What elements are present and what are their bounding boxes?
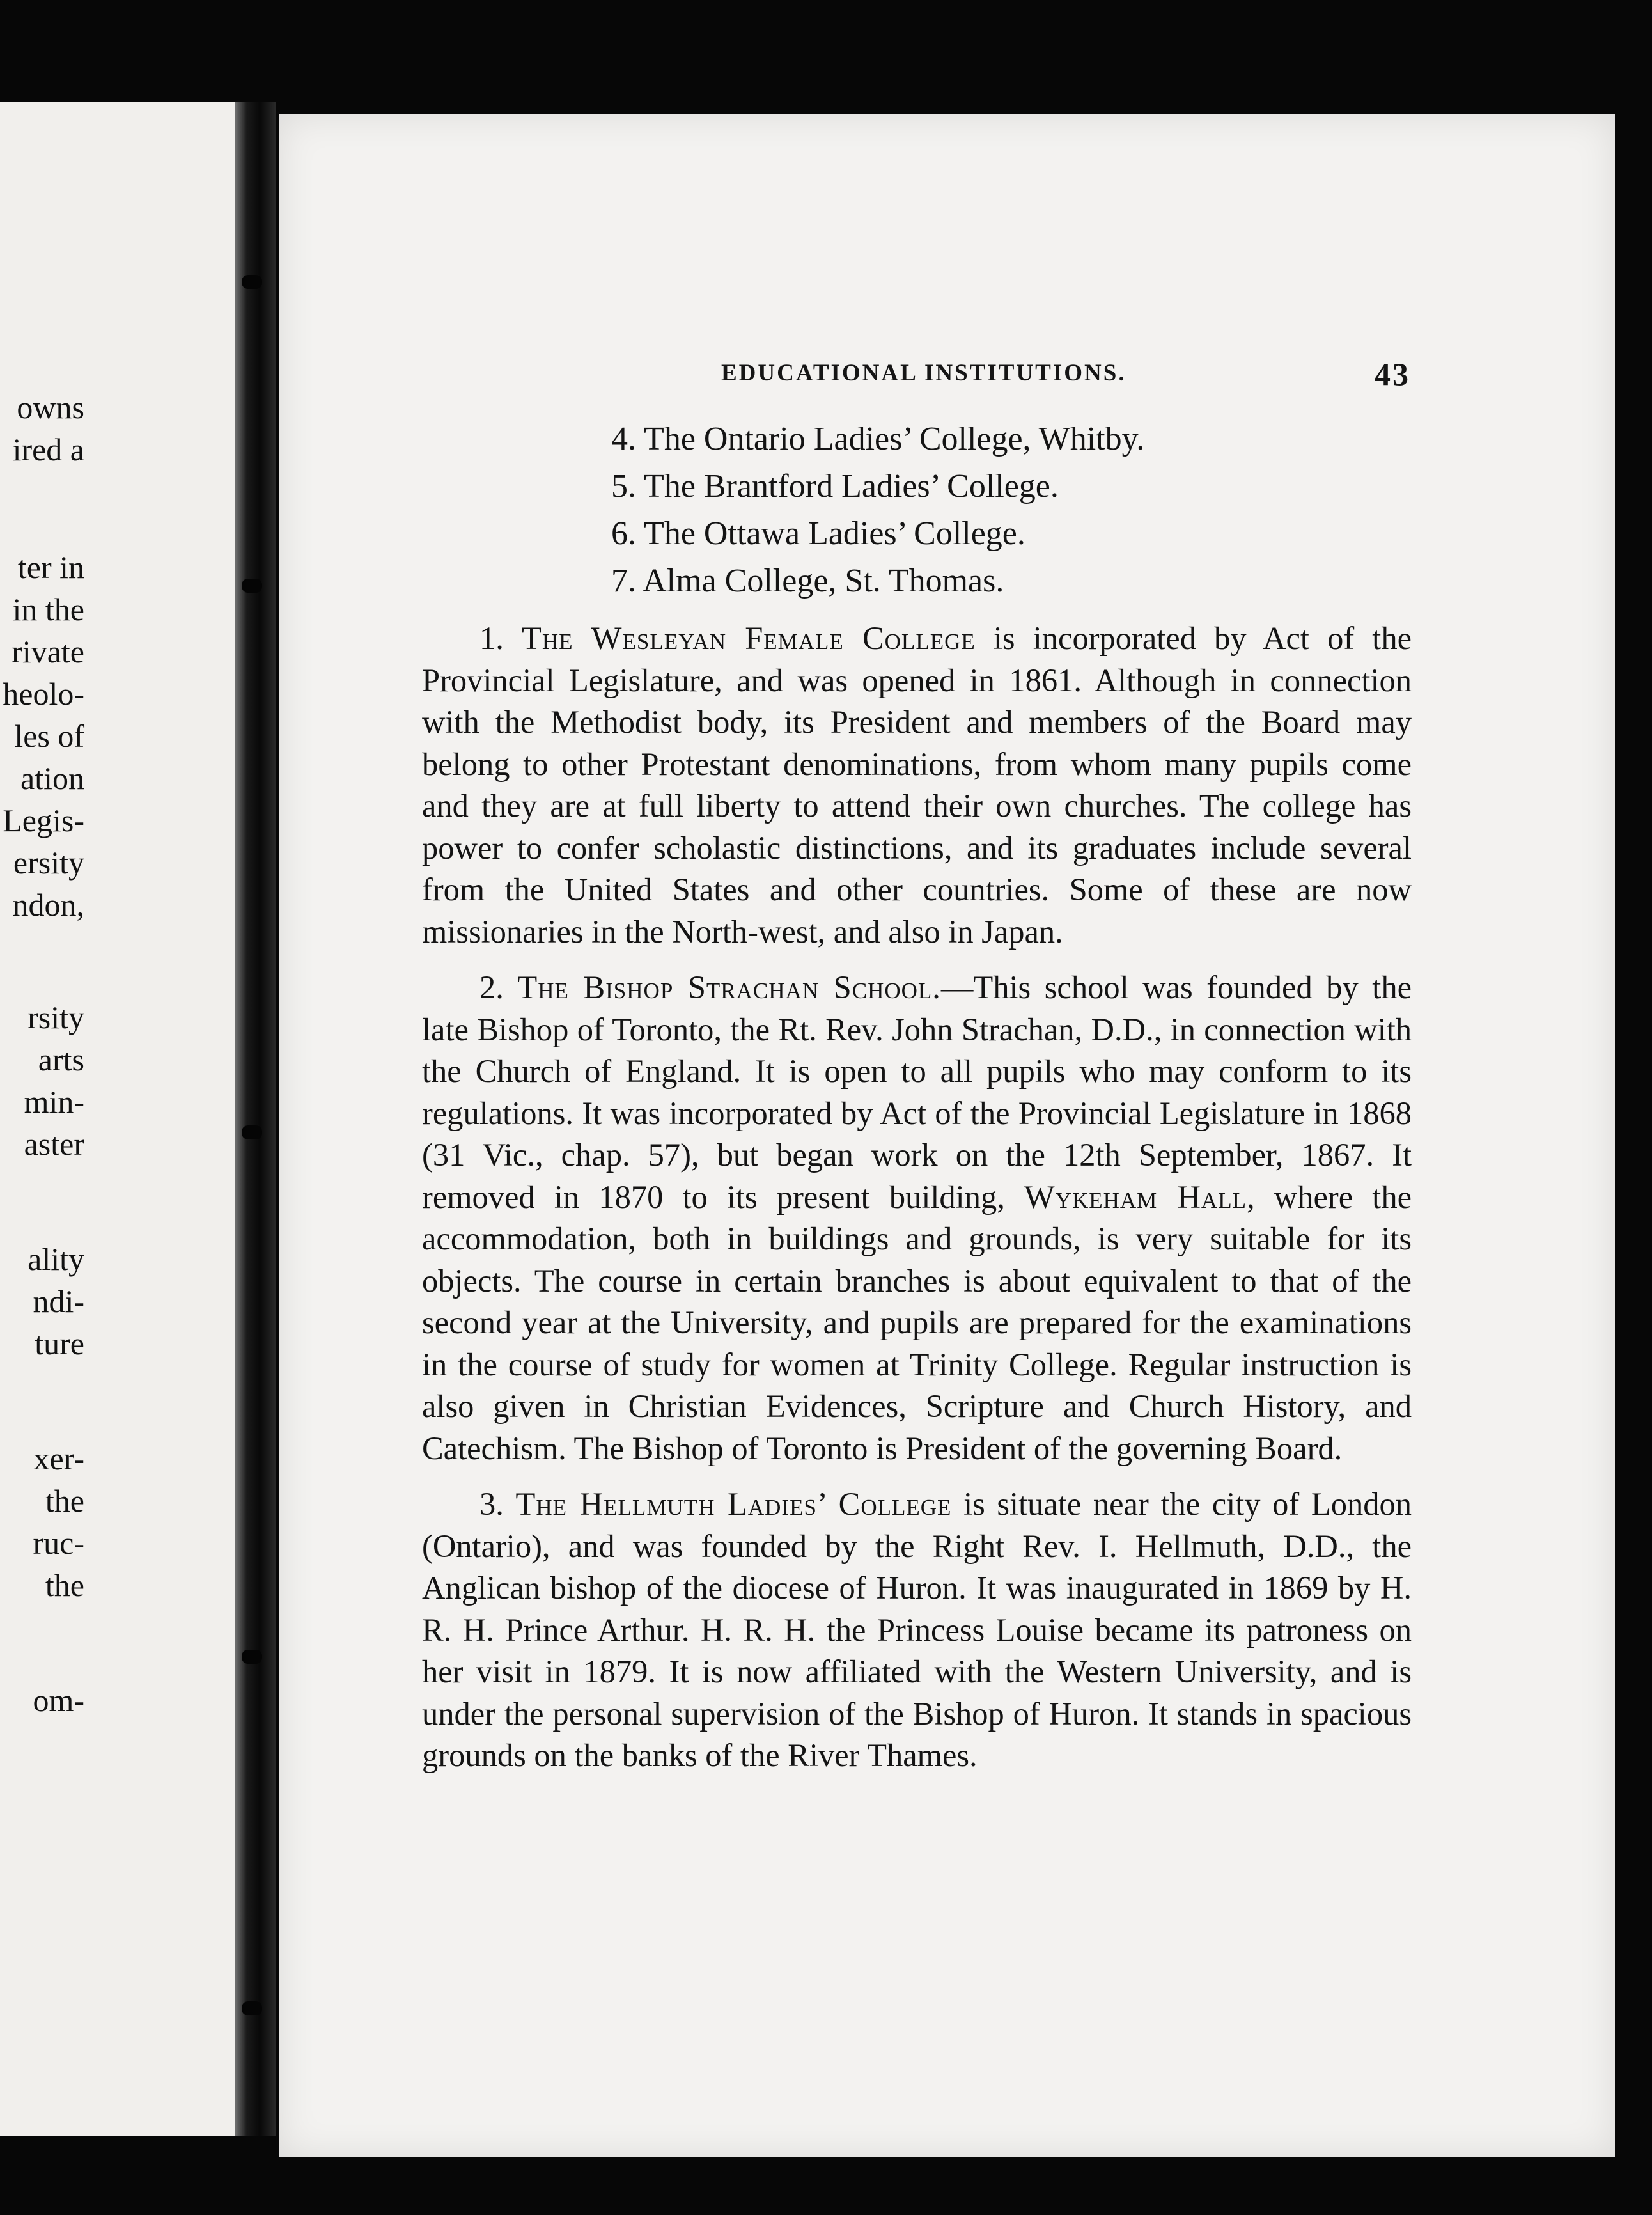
- left-page-fragment: xer-: [33, 1441, 84, 1476]
- paragraph-body: —This school was founded by the late Bishop of Toronto, the Rt. Rev. John Strachan, D.D., in connection with the Church of England. It is open to all pupils who may conform to its regulations. It was incorporated by Act of the Provincial Legislature in 1868 (31 Vic., chap. 57), but began work on the 12th September, 1867. It removed in 1870 to its present building,: [422, 969, 1412, 1215]
- paragraph-body: , where the accommodation, both in buildings and grounds, is very suitable for its objects. The course in certain branches is about equivalent to that of the second year at the University, and pupils are prepared for the examinations in the course of study for women at Trinity College. Regular instruction is also given in Christian Evidences, Scripture and Church History, and Catechism. The Bishop of Toronto is President of the governing Board.: [422, 1178, 1412, 1466]
- binding-stitch: [242, 275, 262, 289]
- running-title: EDUCATIONAL INSTITUTIONS.: [721, 360, 1126, 386]
- left-page-fragment: ture: [35, 1326, 84, 1361]
- left-page-fragment: aster: [24, 1126, 84, 1162]
- left-page-fragment: ation: [20, 760, 84, 796]
- left-page-fragment: ired a: [12, 432, 84, 467]
- left-page-fragment: Legis-: [3, 802, 84, 838]
- list-item: 7. Alma College, St. Thomas.: [611, 563, 1004, 599]
- page-number: 43: [1375, 356, 1410, 392]
- paragraph-body: is situate near the city of London (Ontario), and was founded by the Right Rev. I. Hellmuth, D.D., the Anglican bishop of the diocese of Huron. It was inaugurated in 1869 by H. R. H. Prince Arthur. H. R. H. the Princess Louise became its patroness on her visit in 1879. It is now affiliated with the Western University, and is under the personal supervision of the Bishop of Huron. It stands in spacious grounds on the banks of the River Thames.: [422, 1486, 1412, 1773]
- paragraph-number: 2.: [479, 969, 504, 1005]
- binding-stitch: [242, 1125, 262, 1139]
- institution-list: [611, 416, 1442, 605]
- page-header: [721, 356, 1410, 391]
- binding-stitch: [242, 1650, 262, 1664]
- inline-heading: Wykeham Hall: [1024, 1178, 1247, 1215]
- list-item: 4. The Ontario Ladies’ College, Whitby.: [611, 421, 1145, 457]
- left-page-fragment: in the: [12, 591, 84, 627]
- left-page-fragment: ndon,: [12, 887, 84, 923]
- paragraph-heading: The Bishop Strachan School.: [517, 969, 941, 1005]
- book-gutter: [235, 102, 276, 2136]
- paragraph-hellmuth: [422, 1483, 1412, 1777]
- left-page-fragment: the: [45, 1567, 84, 1603]
- left-page-fragment: les of: [14, 718, 84, 754]
- binding-stitch: [242, 579, 262, 593]
- left-facing-page: [0, 102, 235, 2136]
- body-text: [422, 618, 1412, 1791]
- left-page-fragment: the: [45, 1483, 84, 1519]
- paragraph-wesleyan: [422, 618, 1412, 953]
- paragraph-number: 1.: [479, 620, 504, 656]
- left-page-fragment: om-: [33, 1682, 84, 1718]
- left-page-fragment: ersity: [13, 845, 84, 881]
- list-item: 5. The Brantford Ladies’ College.: [611, 468, 1059, 505]
- paragraph-heading: The Wesleyan Female College: [522, 620, 976, 656]
- left-page-fragment: ter in: [17, 549, 84, 585]
- paragraph-bishop-strachan: [422, 967, 1412, 1469]
- list-item: 6. The Ottawa Ladies’ College.: [611, 515, 1025, 552]
- left-page-fragment: heolo-: [3, 676, 84, 712]
- left-page-fragment: owns: [17, 389, 84, 425]
- left-page-fragment: rivate: [12, 634, 84, 669]
- paragraph-heading: The Hellmuth Ladies’ College: [515, 1486, 952, 1522]
- left-page-fragment: min-: [24, 1084, 84, 1120]
- paragraph-body: is incorporated by Act of the Provincial Legislature, and was opened in 1861. Although in connection with the Methodist body, its President and members of the Board may belong to other Protestant denominations, from whom many pupils come and they are at full liberty to attend their own churches. The college has power to confer scholastic distinctions, and its graduates include several from the United States and other countries. Some of these are now missionaries in the North-west, and also in Japan.: [422, 620, 1412, 950]
- left-page-fragment: rsity: [27, 999, 84, 1035]
- left-page-fragment: arts: [38, 1042, 84, 1077]
- binding-stitch: [242, 2001, 262, 2015]
- left-page-fragment: ality: [27, 1241, 84, 1277]
- left-page-fragment: ndi-: [33, 1283, 84, 1319]
- left-page-fragment: ruc-: [33, 1525, 84, 1561]
- paragraph-number: 3.: [479, 1486, 504, 1522]
